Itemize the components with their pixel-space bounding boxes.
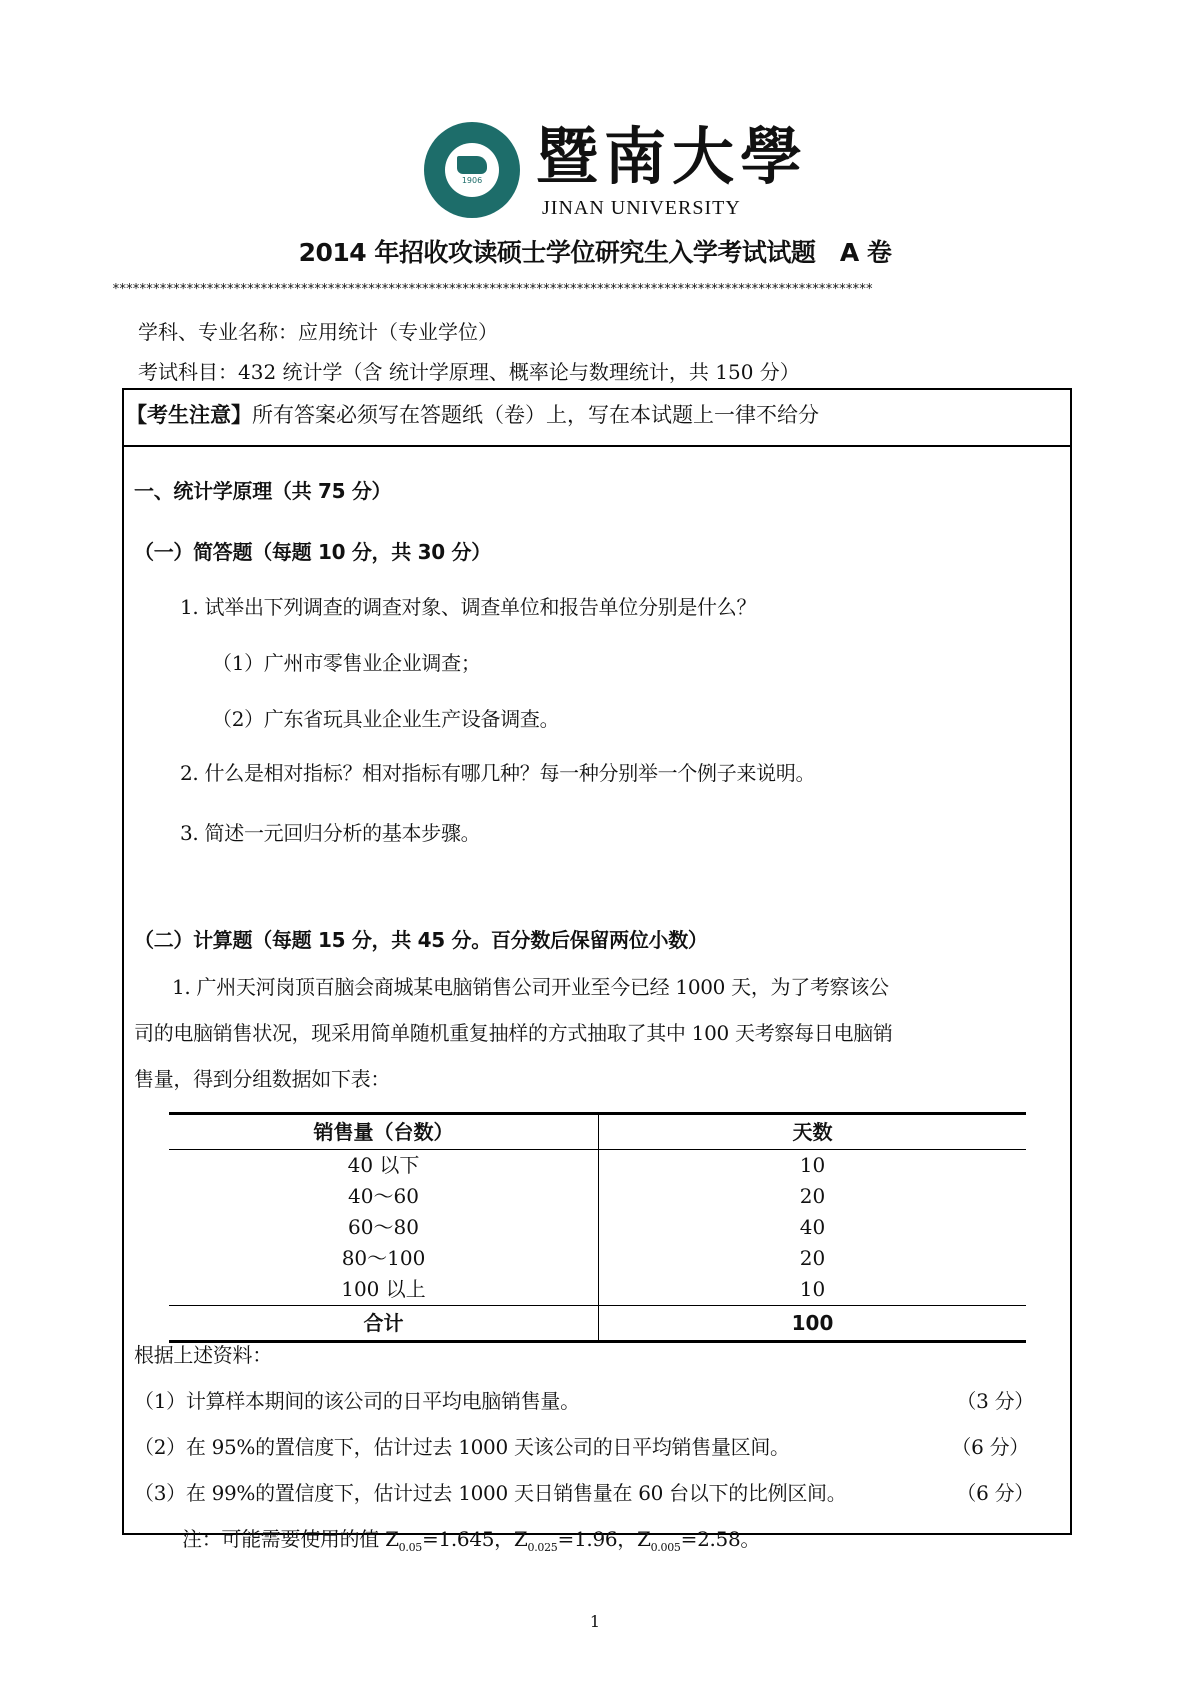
z2-subscript: 0.025 bbox=[527, 1541, 558, 1554]
calc-q1-line1: 1. 广州天河岗顶百脑会商城某电脑销售公司开业至今已经 1000 天，为了考察该公 bbox=[172, 975, 889, 999]
university-name-en: JINAN UNIVERSITY bbox=[542, 197, 741, 219]
z3-value: =2.58。 bbox=[680, 1527, 761, 1551]
subject-line: 考试科目：432 统计学（含 统计学原理、概率论与数理统计，共 150 分） bbox=[138, 360, 800, 384]
header-sales: 销售量（台数） bbox=[169, 1114, 599, 1150]
university-name-cn: 暨南大學 bbox=[536, 120, 809, 193]
note-prefix: 注：可能需要使用的值 bbox=[182, 1527, 386, 1551]
sub-question-2 bbox=[134, 1432, 1029, 1462]
sales-frequency-table bbox=[169, 1112, 1026, 1343]
z-symbol: Z bbox=[637, 1527, 651, 1551]
z1-value: =1.645， bbox=[421, 1527, 514, 1551]
page-number: 1 bbox=[589, 1612, 601, 1631]
z1-subscript: 0.05 bbox=[398, 1541, 422, 1554]
sub-question-1-points: （3 分） bbox=[956, 1389, 1034, 1413]
cell-range: 40～60 bbox=[169, 1181, 599, 1212]
notice-label: 【考生注意】 bbox=[126, 403, 252, 427]
calculation-title: （二）计算题（每题 15 分，共 45 分。百分数后保留两位小数） bbox=[134, 928, 708, 952]
calc-q1-line2: 司的电脑销售状况，现采用简单随机重复抽样的方式抽取了其中 100 天考察每日电脑销 bbox=[134, 1021, 893, 1045]
cell-range: 60～80 bbox=[169, 1212, 599, 1243]
z2-value: =1.96， bbox=[557, 1527, 637, 1551]
table-row bbox=[169, 1274, 1026, 1306]
cell-days: 20 bbox=[799, 1184, 826, 1208]
cell-range: 40 以下 bbox=[169, 1150, 599, 1182]
seal-inner bbox=[445, 143, 499, 197]
table-total-row bbox=[169, 1306, 1026, 1342]
z3-subscript: 0.005 bbox=[650, 1541, 681, 1554]
seal-year: 1906 bbox=[461, 175, 483, 185]
sub-question-2-points: （6 分） bbox=[951, 1435, 1029, 1459]
calc-q1-line3: 售量，得到分组数据如下表： bbox=[134, 1067, 391, 1091]
question-1: 1. 试举出下列调查的调查对象、调查单位和报告单位分别是什么？ bbox=[180, 595, 757, 619]
candidate-notice bbox=[126, 400, 819, 430]
z-symbol: Z bbox=[513, 1527, 528, 1551]
sub-question-1 bbox=[134, 1386, 1034, 1416]
ship-icon bbox=[457, 156, 487, 174]
question-1b: （2）广东省玩具业企业生产设备调查。 bbox=[212, 707, 560, 731]
short-answer-title: （一）简答题（每题 10 分，共 30 分） bbox=[134, 540, 491, 564]
cell-range: 100 以上 bbox=[169, 1274, 599, 1306]
cell-range: 80～100 bbox=[169, 1243, 599, 1274]
question-2: 2. 什么是相对指标？相对指标有哪几种？每一种分别举一个例子来说明。 bbox=[180, 761, 816, 785]
cell-days: 20 bbox=[799, 1246, 826, 1270]
calc-lead: 根据上述资料： bbox=[134, 1343, 272, 1367]
cell-days: 40 bbox=[799, 1215, 826, 1239]
table-row bbox=[169, 1181, 1026, 1212]
university-seal-logo bbox=[424, 122, 520, 218]
part1-title: 一、统计学原理（共 75 分） bbox=[134, 479, 392, 503]
star-separator: ***************************************************************************************************************** bbox=[112, 282, 873, 297]
table-row bbox=[169, 1150, 1026, 1182]
question-3: 3. 简述一元回归分析的基本步骤。 bbox=[180, 821, 481, 845]
question-1a: （1）广州市零售业企业调查； bbox=[212, 651, 481, 675]
sub-question-3-text: （3）在 99%的置信度下，估计过去 1000 天日销售量在 60 台以下的比例区间。 bbox=[134, 1481, 847, 1505]
major-line: 学科、专业名称：应用统计（专业学位） bbox=[138, 320, 498, 344]
table-header-row bbox=[169, 1114, 1026, 1150]
header-days: 天数 bbox=[599, 1114, 1027, 1150]
notice-divider bbox=[122, 445, 1072, 447]
exam-title: 2014 年招收攻读硕士学位研究生入学考试试题 A 卷 bbox=[298, 238, 892, 267]
sub-question-3 bbox=[134, 1478, 1034, 1508]
z-symbol: Z bbox=[385, 1527, 399, 1551]
sub-question-3-points: （6 分） bbox=[956, 1481, 1034, 1505]
sub-question-2-text: （2）在 95%的置信度下，估计过去 1000 天该公司的日平均销售量区间。 bbox=[134, 1435, 790, 1459]
sub-question-1-text: （1）计算样本期间的该公司的日平均电脑销售量。 bbox=[134, 1389, 580, 1413]
notice-text: 所有答案必须写在答题纸（卷）上，写在本试题上一律不给分 bbox=[252, 403, 819, 427]
total-value: 100 bbox=[599, 1306, 1027, 1342]
cell-days: 10 bbox=[799, 1277, 826, 1301]
cell-days: 10 bbox=[799, 1153, 826, 1177]
table-row bbox=[169, 1212, 1026, 1243]
total-label: 合计 bbox=[169, 1306, 599, 1342]
table-row bbox=[169, 1243, 1026, 1274]
z-values-note bbox=[182, 1524, 760, 1563]
